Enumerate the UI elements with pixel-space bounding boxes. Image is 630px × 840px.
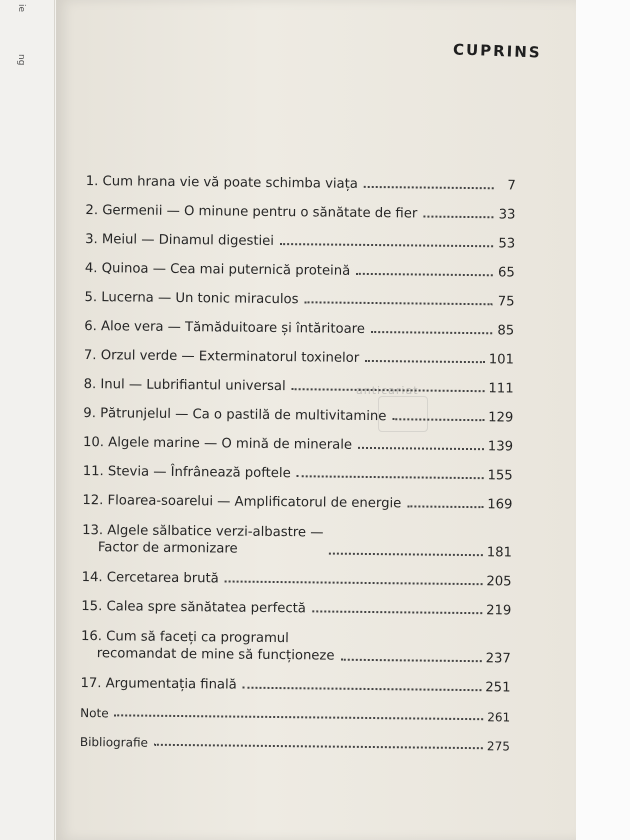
dot-leader [407, 505, 483, 508]
dot-leader [358, 447, 484, 450]
toc-entry-title-line1: 16. Cum să faceți ca programul [80, 628, 289, 647]
dot-leader [329, 553, 483, 557]
toc-entry [83, 450, 513, 484]
toc-entry-title: 1. Cum hrana vie vă poate schimba viața [85, 173, 358, 192]
toc-entry-page: 275 [486, 739, 510, 754]
toc-entry-page: 85 [497, 323, 515, 339]
toc-entry [84, 363, 514, 397]
toc-entry-title-line2: recomandat de mine să funcționeze [96, 646, 335, 664]
toc-entry [85, 189, 515, 223]
toc-entry-page: 75 [497, 294, 515, 310]
toc-entry-title: 4. Quinoa — Cea mai puternică proteină [84, 260, 351, 279]
toc-entry [84, 276, 514, 310]
toc-entry-page: 205 [486, 574, 512, 590]
toc-entry [86, 160, 516, 194]
page-title: CUPRINS [453, 40, 543, 62]
toc-entry-title: 9. Pătrunjelul — Ca o pastilă de multivitamine [83, 405, 387, 425]
margin-mark-middle: ng [16, 54, 26, 66]
toc-entry-title: 3. Meiul — Dinamul digestiei [85, 231, 275, 249]
toc-entry [82, 508, 512, 561]
toc-entry-title: 11. Stevia — Înfrânează poftele [82, 463, 291, 482]
toc-entry-title: 7. Orzul verde — Exterminatorul toxinelor [83, 347, 360, 366]
toc-entry-title: 6. Aloe vera — Tămăduitoare și întăritoare [84, 318, 366, 337]
toc-entry-page: 101 [488, 352, 515, 368]
toc-entry-title: 14. Cercetarea brută [81, 569, 219, 587]
dot-leader [312, 610, 482, 614]
dot-leader [225, 580, 483, 585]
toc-entry-title: 15. Calea spre sănătatea perfectă [81, 598, 306, 617]
watermark-text: anticariat [356, 384, 419, 397]
toc-entry-title: 17. Argumentația finală [80, 675, 237, 693]
toc-entry-title: 2. Germenii — O minune pentru o sănătate de fier [85, 202, 418, 222]
dot-leader [243, 687, 482, 691]
dot-leader [364, 186, 494, 189]
toc-entry-title [81, 628, 335, 665]
toc-entry-title: 12. Floarea-soarelui — Amplificatorul de energie [82, 492, 402, 512]
dot-leader [371, 331, 492, 334]
toc-entry-page: 139 [487, 439, 514, 455]
dot-leader [340, 659, 481, 662]
background-right [570, 0, 630, 840]
toc-entry-page: 181 [486, 545, 512, 561]
dot-leader [154, 744, 483, 749]
toc-entry-page: 261 [487, 710, 511, 725]
toc-entry [83, 421, 513, 455]
toc-entry [81, 585, 511, 619]
toc-entry-title-line1: 13. Algele sălbatice verzi-albastre — [82, 522, 324, 541]
toc-entry [83, 392, 513, 426]
dot-leader [292, 388, 485, 392]
dot-leader [115, 714, 484, 720]
toc-entry-title: Note [80, 705, 109, 721]
dot-leader [356, 273, 493, 276]
book-page [56, 0, 576, 840]
dot-leader [392, 418, 484, 421]
toc-entry-page: 111 [488, 381, 514, 397]
toc-entry-page: 7 [507, 178, 516, 194]
toc-entry [84, 334, 514, 368]
toc-entry-page: 237 [485, 651, 511, 667]
dot-leader [365, 360, 485, 363]
toc-entry [85, 218, 515, 252]
toc-entry-page: 33 [498, 207, 516, 223]
toc-entry [80, 691, 510, 725]
table-of-contents [80, 160, 516, 753]
toc-entry-page: 53 [498, 236, 516, 252]
toc-entry [84, 305, 514, 339]
toc-entry [85, 247, 515, 281]
toc-entry [80, 720, 510, 754]
toc-entry [81, 614, 511, 667]
dot-leader [304, 301, 492, 305]
toc-entry-title [82, 522, 324, 559]
toc-entry [80, 662, 510, 696]
dot-leader [423, 216, 493, 219]
toc-entry-title: 5. Lucerna — Un tonic miraculos [84, 289, 299, 308]
toc-entry-title: 8. Inul — Lubrifiantul universal [83, 376, 286, 395]
toc-entry-page: 219 [486, 603, 512, 619]
margin-mark-top: ie [16, 4, 26, 13]
toc-entry-page: 129 [488, 410, 514, 426]
toc-entry-page: 251 [485, 680, 511, 696]
toc-entry-page: 65 [497, 265, 515, 281]
toc-entry-title: 10. Algele marine — O mină de minerale [82, 434, 353, 453]
toc-entry-title: Bibliografie [79, 734, 149, 750]
toc-entry-title-line2: Factor de armonizare [97, 540, 238, 557]
dot-leader [280, 243, 493, 247]
dot-leader [297, 475, 484, 479]
toc-entry [82, 479, 512, 513]
toc-entry [82, 556, 512, 590]
toc-entry-page: 155 [487, 468, 513, 484]
toc-entry-page: 169 [487, 497, 513, 513]
left-page-margin [0, 0, 55, 840]
